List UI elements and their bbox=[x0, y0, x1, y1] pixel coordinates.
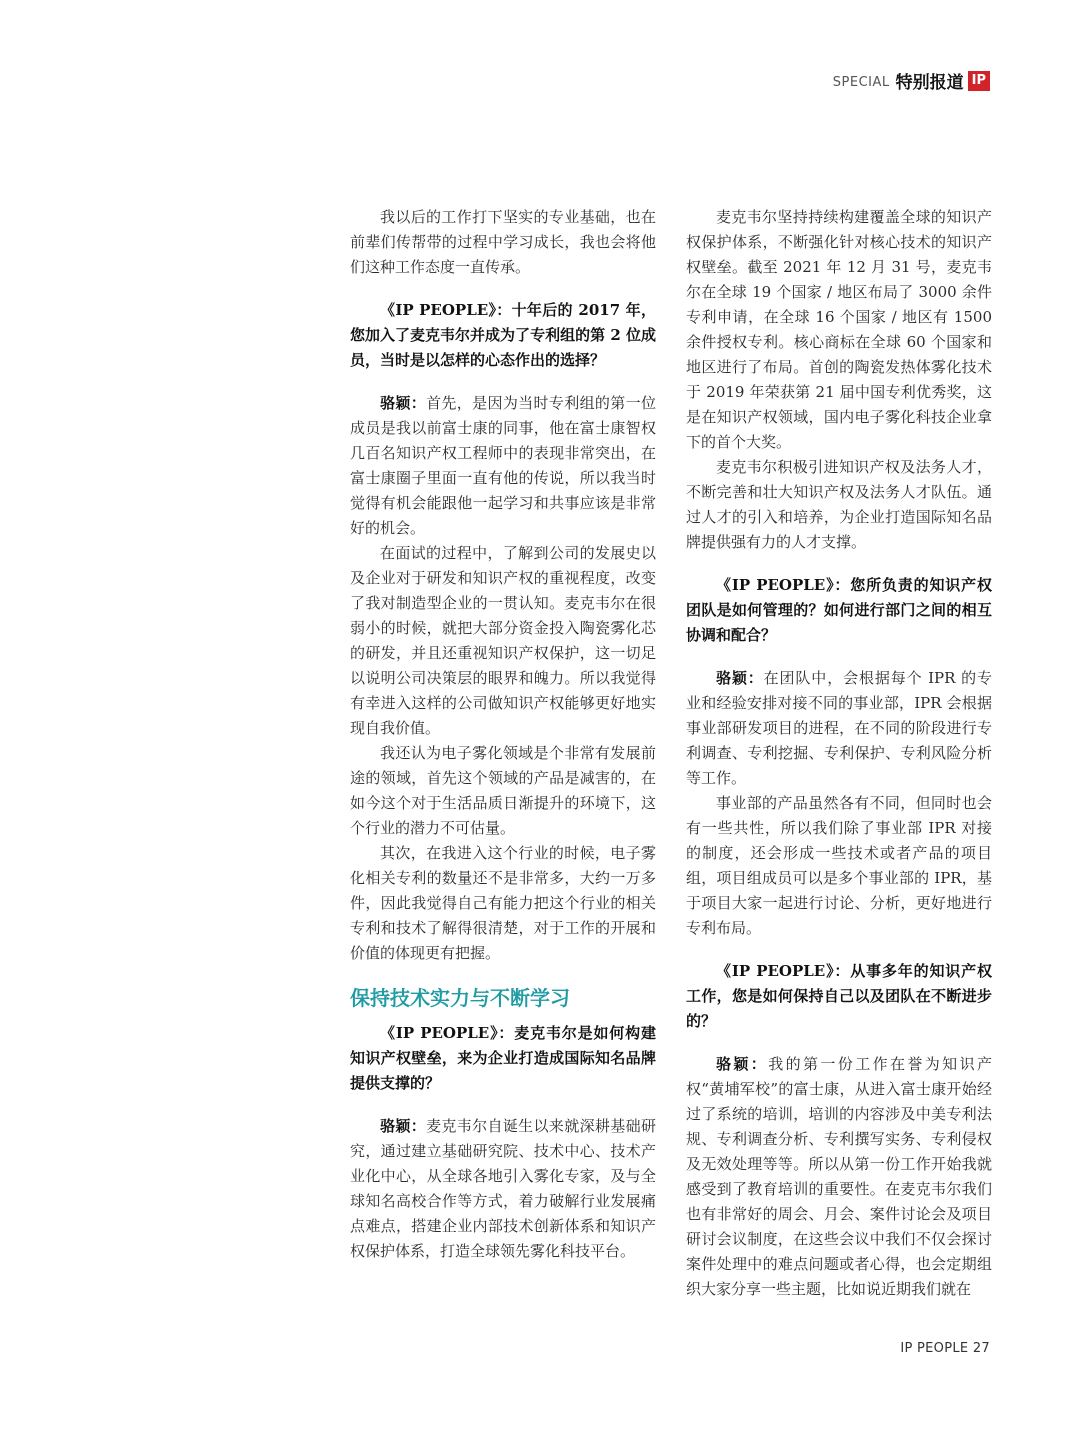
section-title: 特别报道 bbox=[895, 73, 964, 93]
answer-text: 我的第一份工作在誉为知识产权“黄埔军校”的富士康，从进入富士康开始经过了系统的培训，培训的内容涉及中美专利法规、专利调查分析、专利撰写实务、专利侵权及无效处理等等。所以从第一份工作开始我就感受到了教育培训的重要性。在麦克韦尔我们也有非常好的周会、月会、案件讨论会及项目研讨会议制度，在这些会议中我们不仅会探讨案件处理中的难点问题或者心得，也会定期组织大家分享一些主题，比如说近期我们就在 bbox=[686, 1055, 992, 1298]
page-header bbox=[833, 68, 990, 93]
left-column bbox=[350, 205, 656, 1264]
answer-label: 骆颖： bbox=[716, 1055, 769, 1073]
page-footer: IP PEOPLE 27 bbox=[900, 1341, 990, 1356]
paragraph: 麦克韦尔积极引进知识产权及法务人才，不断完善和壮大知识产权及法务人才队伍。通过人才的引入和培养，为企业打造国际知名品牌提供强有力的人才支撑。 bbox=[686, 458, 992, 551]
answer-paragraph bbox=[350, 1114, 656, 1264]
paragraph: 麦克韦尔坚持持续构建覆盖全球的知识产权保护体系，不断强化针对核心技术的知识产权壁垒。截至 2021 年 12 月 31 号，麦克韦尔在全球 19 个国家 / 地区布局了 3000 余件专利申请，在全球 16 个国家 / 地区有 1500 余件授权专利。核心商标在全球 60 个国家和地区进行了布局。首创的陶瓷发热体雾化技术于 2019 年荣获第 21 届中国专利优秀奖，这是在知识产权领域，国内电子雾化科技企业拿下的首个大奖。 bbox=[686, 208, 992, 451]
answer-paragraph bbox=[686, 666, 992, 791]
answer-text: 麦克韦尔自诞生以来就深耕基础研究，通过建立基础研究院、技术中心、技术产业化中心，从全球各地引入雾化专家，及与全球知名高校合作等方式，着力破解行业发展痛点难点，搭建企业内部技术创新体系和知识产权保护体系，打造全球领先雾化科技平台。 bbox=[350, 1117, 656, 1260]
ip-logo-badge: IP bbox=[968, 71, 990, 91]
question: 《IP PEOPLE》：从事多年的知识产权工作，您是如何保持自己以及团队在不断进步的？ bbox=[686, 962, 992, 1030]
paragraph: 我以后的工作打下坚实的专业基础，也在前辈们传帮带的过程中学习成长，我也会将他们这种工作态度一直传承。 bbox=[350, 208, 656, 276]
answer-text: 首先，是因为当时专利组的第一位成员是我以前富士康的同事，他在富士康智权几百名知识产权工程师中的表现非常突出，在富士康圈子里面一直有他的传说，所以我当时觉得有机会能跟他一起学习和共事应该是非常好的机会。 bbox=[350, 394, 656, 537]
section-heading: 保持技术实力与不断学习 bbox=[350, 986, 570, 1010]
special-label: SPECIAL bbox=[832, 75, 890, 90]
answer-label: 骆颖： bbox=[380, 394, 427, 412]
answer-paragraph bbox=[350, 391, 656, 541]
paragraph: 我还认为电子雾化领域是个非常有发展前途的领域，首先这个领域的产品是减害的，在如今这个对于生活品质日渐提升的环境下，这个行业的潜力不可估量。 bbox=[350, 744, 656, 837]
answer-paragraph bbox=[686, 1052, 992, 1302]
paragraph: 其次，在我进入这个行业的时候，电子雾化相关专利的数量还不是非常多，大约一万多件，因此我觉得自己有能力把这个行业的相关专利和技术了解得很清楚，对于工作的开展和价值的体现更有把握。 bbox=[350, 844, 656, 962]
paragraph: 事业部的产品虽然各有不同，但同时也会有一些共性，所以我们除了事业部 IPR 对接的制度，还会形成一些技术或者产品的项目组，项目组成员可以是多个事业部的 IPR，基于项目大家一起进行讨论、分析，更好地进行专利布局。 bbox=[686, 794, 992, 937]
right-column bbox=[686, 205, 992, 1302]
answer-text: 在团队中，会根据每个 IPR 的专业和经验安排对接不同的事业部，IPR 会根据事业部研发项目的进程，在不同的阶段进行专利调查、专利挖掘、专利保护、专利风险分析等工作。 bbox=[686, 669, 992, 787]
answer-label: 骆颖： bbox=[380, 1117, 427, 1135]
question: 《IP PEOPLE》：十年后的 2017 年，您加入了麦克韦尔并成为了专利组的第 2 位成员，当时是以怎样的心态作出的选择？ bbox=[350, 301, 656, 369]
question: 《IP PEOPLE》：麦克韦尔是如何构建知识产权壁垒，来为企业打造成国际知名品牌提供支撑的？ bbox=[350, 1024, 656, 1092]
question: 《IP PEOPLE》：您所负责的知识产权团队是如何管理的？如何进行部门之间的相互协调和配合？ bbox=[686, 576, 992, 644]
paragraph: 在面试的过程中，了解到公司的发展史以及企业对于研发和知识产权的重视程度，改变了我对制造型企业的一贯认知。麦克韦尔在很弱小的时候，就把大部分资金投入陶瓷雾化芯的研发，并且还重视知识产权保护，这一切足以说明公司决策层的眼界和魄力。所以我觉得有幸进入这样的公司做知识产权能够更好地实现自我价值。 bbox=[350, 544, 656, 737]
answer-label: 骆颖： bbox=[716, 669, 764, 687]
